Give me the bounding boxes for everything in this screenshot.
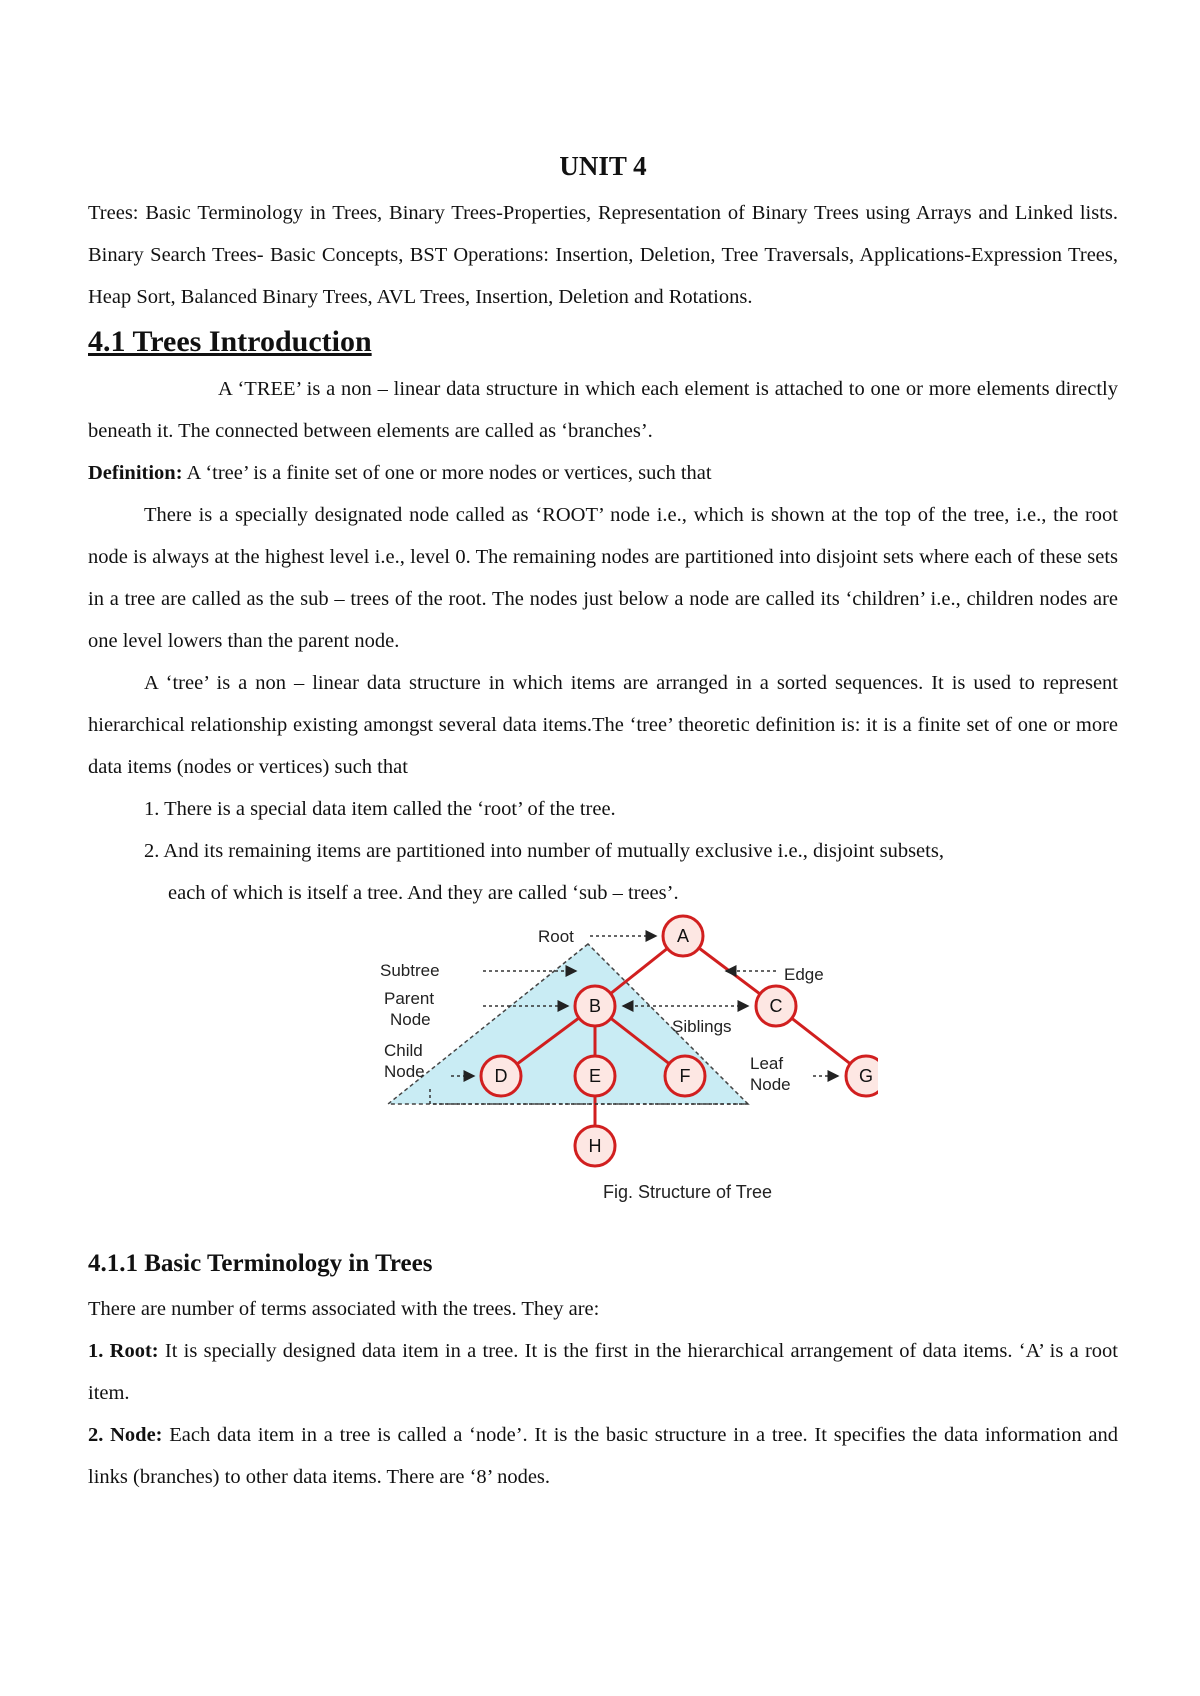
tree-structure-figure: [88, 914, 1118, 1244]
section-4-1-heading: 4.1 Trees Introduction: [88, 325, 372, 358]
edge-label: Edge: [784, 965, 824, 984]
page-content: [88, 146, 1118, 1498]
figure-caption: Fig. Structure of Tree: [603, 1182, 773, 1202]
list-item: 2. And its remaining items are partitioned into number of mutually exclusive i.e., disjoint subsets,: [144, 840, 944, 862]
root-paragraph: There is a specially designated node called as ‘ROOT’ node i.e., which is shown at the top of the tree, i.e., the root node is always at the highest level i.e., level 0. The remaining nodes are partitioned into disjoint sets where each of these sets in a tree are called as the sub – trees of the root. The nodes just below a node are called its ‘children’ i.e., children nodes are one level lowers than the parent node.: [88, 504, 1118, 652]
term-label: 2. Node:: [88, 1424, 163, 1446]
leaf-label-line1: Leaf: [750, 1054, 784, 1073]
term-text: It is specially designed data item in a tree. It is the first in the hierarchical arrangement of data items. ‘A’ is a root item.: [88, 1340, 1118, 1404]
leaf-label-line2: Node: [750, 1075, 791, 1094]
term-node: [88, 1414, 1118, 1498]
definition-text: A ‘tree’ is a finite set of one or more nodes or vertices, such that: [182, 462, 712, 484]
tree-node-d: [481, 1056, 521, 1096]
node-label: B: [588, 996, 602, 1016]
tree-node-e: [575, 1056, 615, 1096]
node-label: E: [588, 1066, 602, 1086]
parent-label-line1: Parent: [384, 989, 435, 1008]
tree-node-a: [663, 916, 703, 956]
root-label: Root: [538, 927, 574, 946]
unit-title: UNIT 4: [559, 151, 647, 181]
tree-node-h: [575, 1126, 615, 1166]
child-label-line2: Node: [384, 1062, 425, 1081]
node-label: G: [858, 1066, 874, 1086]
tree-diagram: [318, 914, 878, 1244]
syllabus-paragraph: Trees: Basic Terminology in Trees, Binary Trees-Properties, Representation of Binary Trees using Arrays and Linked lists. Binary Search Trees- Basic Concepts, BST Operations: Insertion, Deletion, Tree Traversals, Applications-Expression Trees, Heap Sort, Balanced Binary Trees, AVL Trees, Insertion, Deletion and Rotations.: [88, 202, 1118, 308]
definition-label: Definition:: [88, 462, 183, 484]
definition-paragraph: [88, 452, 1118, 494]
parent-label-line2: Node: [390, 1010, 431, 1029]
tree-node-c: [756, 986, 796, 1026]
term-label: 1. Root:: [88, 1340, 159, 1362]
section-4-1-1-heading: 4.1.1 Basic Terminology in Trees: [88, 1250, 433, 1277]
terms-intro: There are number of terms associated with the trees. They are:: [88, 1298, 600, 1320]
term-text: Each data item in a tree is called a ‘node’. It is the basic structure in a tree. It specifies the data information and links (branches) to other data items. There are ‘8’ nodes.: [88, 1424, 1118, 1488]
list-item: 1. There is a special data item called the ‘root’ of the tree.: [144, 798, 616, 820]
subtree-label: Subtree: [380, 961, 440, 980]
tree-paragraph: A ‘tree’ is a non – linear data structure in which items are arranged in a sorted sequences. It is used to represent hierarchical relationship existing amongst several data items.The ‘tree’ theoretic definition is: it is a finite set of one or more data items (nodes or vertices) such that: [88, 672, 1118, 778]
tree-node-g: [846, 1056, 878, 1096]
node-label: F: [679, 1066, 691, 1086]
tree-node-b: [575, 986, 615, 1026]
node-label: D: [494, 1066, 508, 1086]
child-label-line1: Child: [384, 1041, 423, 1060]
intro-paragraph: A ‘TREE’ is a non – linear data structure in which each element is attached to one or more elements directly beneath it. The connected between elements are called as ‘branches’.: [88, 378, 1118, 442]
siblings-label: Siblings: [672, 1017, 732, 1036]
tree-node-f: [665, 1056, 705, 1096]
list-item-continuation: each of which is itself a tree. And they are called ‘sub – trees’.: [168, 882, 679, 904]
node-label: H: [588, 1136, 602, 1156]
node-label: A: [676, 926, 690, 946]
term-root: [88, 1330, 1118, 1414]
node-label: C: [769, 996, 783, 1016]
